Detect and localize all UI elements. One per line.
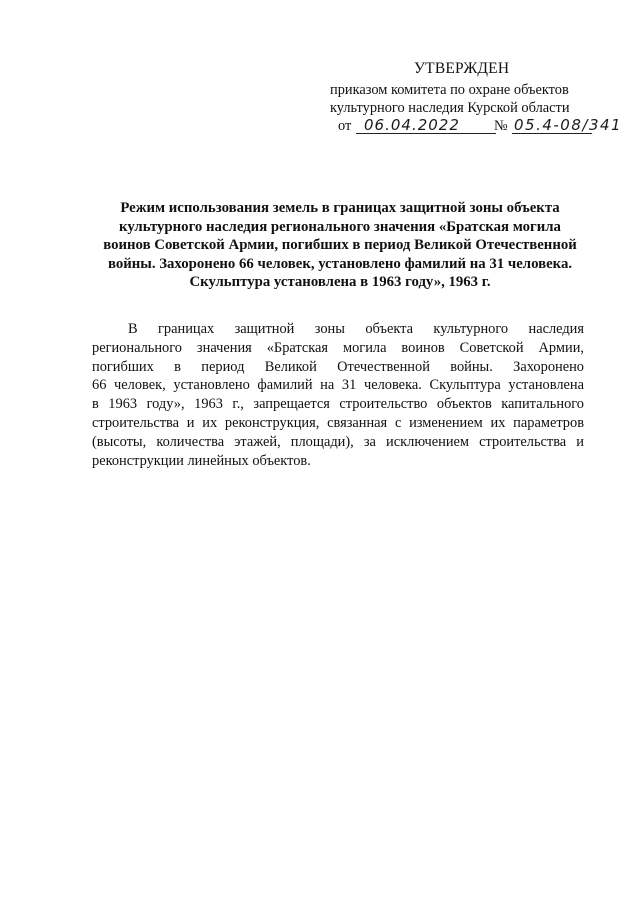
- heading-line: Режим использования земель в границах защитной зоны объекта: [120, 200, 560, 216]
- body-line: В границах защитной зоны объекта культурного наследия: [128, 321, 584, 337]
- handwritten-order-number: 05.4-08/341: [514, 116, 623, 134]
- handwritten-date: 06.04.2022: [364, 116, 460, 134]
- approval-title: УТВЕРЖДЕН: [414, 60, 510, 77]
- body-paragraph: [92, 320, 584, 470]
- document-heading: [92, 199, 588, 292]
- heading-line: Скульптура установлена в 1963 году», 1963 г.: [189, 274, 491, 291]
- body-line: 66 человек, установлено фамилий на 31 человека. Скульптура установлена: [92, 377, 584, 394]
- body-line: (высоты, количества этажей, площади), за исключением строительства и: [92, 433, 584, 450]
- heading-line: воинов Советской Армии, погибших в период Великой Отечественной: [103, 237, 577, 254]
- heading-line: культурного наследия регионального значения «Братская могила: [119, 218, 561, 235]
- body-line: в 1963 году», 1963 г., запрещается строительство объектов капитального: [92, 396, 584, 413]
- heading-line: войны. Захоронено 66 человек, установлено фамилий на 31 человека.: [107, 255, 573, 272]
- body-line: погибших в период Великой Отечественной войны. Захоронено: [92, 358, 584, 375]
- body-line: регионального значения «Братская могила воинов Советской Армии,: [92, 339, 584, 356]
- approval-date-number-row: [338, 118, 628, 142]
- date-from-label: от: [338, 118, 352, 134]
- approval-order-line: приказом комитета по охране объектов: [330, 82, 569, 98]
- approval-committee-line: культурного наследия Курской области: [330, 100, 570, 116]
- body-line: строительства и их реконструкция, связанная с изменением их параметров: [92, 414, 584, 431]
- number-label: №: [494, 118, 508, 134]
- body-line: реконструкции линейных объектов.: [92, 452, 311, 469]
